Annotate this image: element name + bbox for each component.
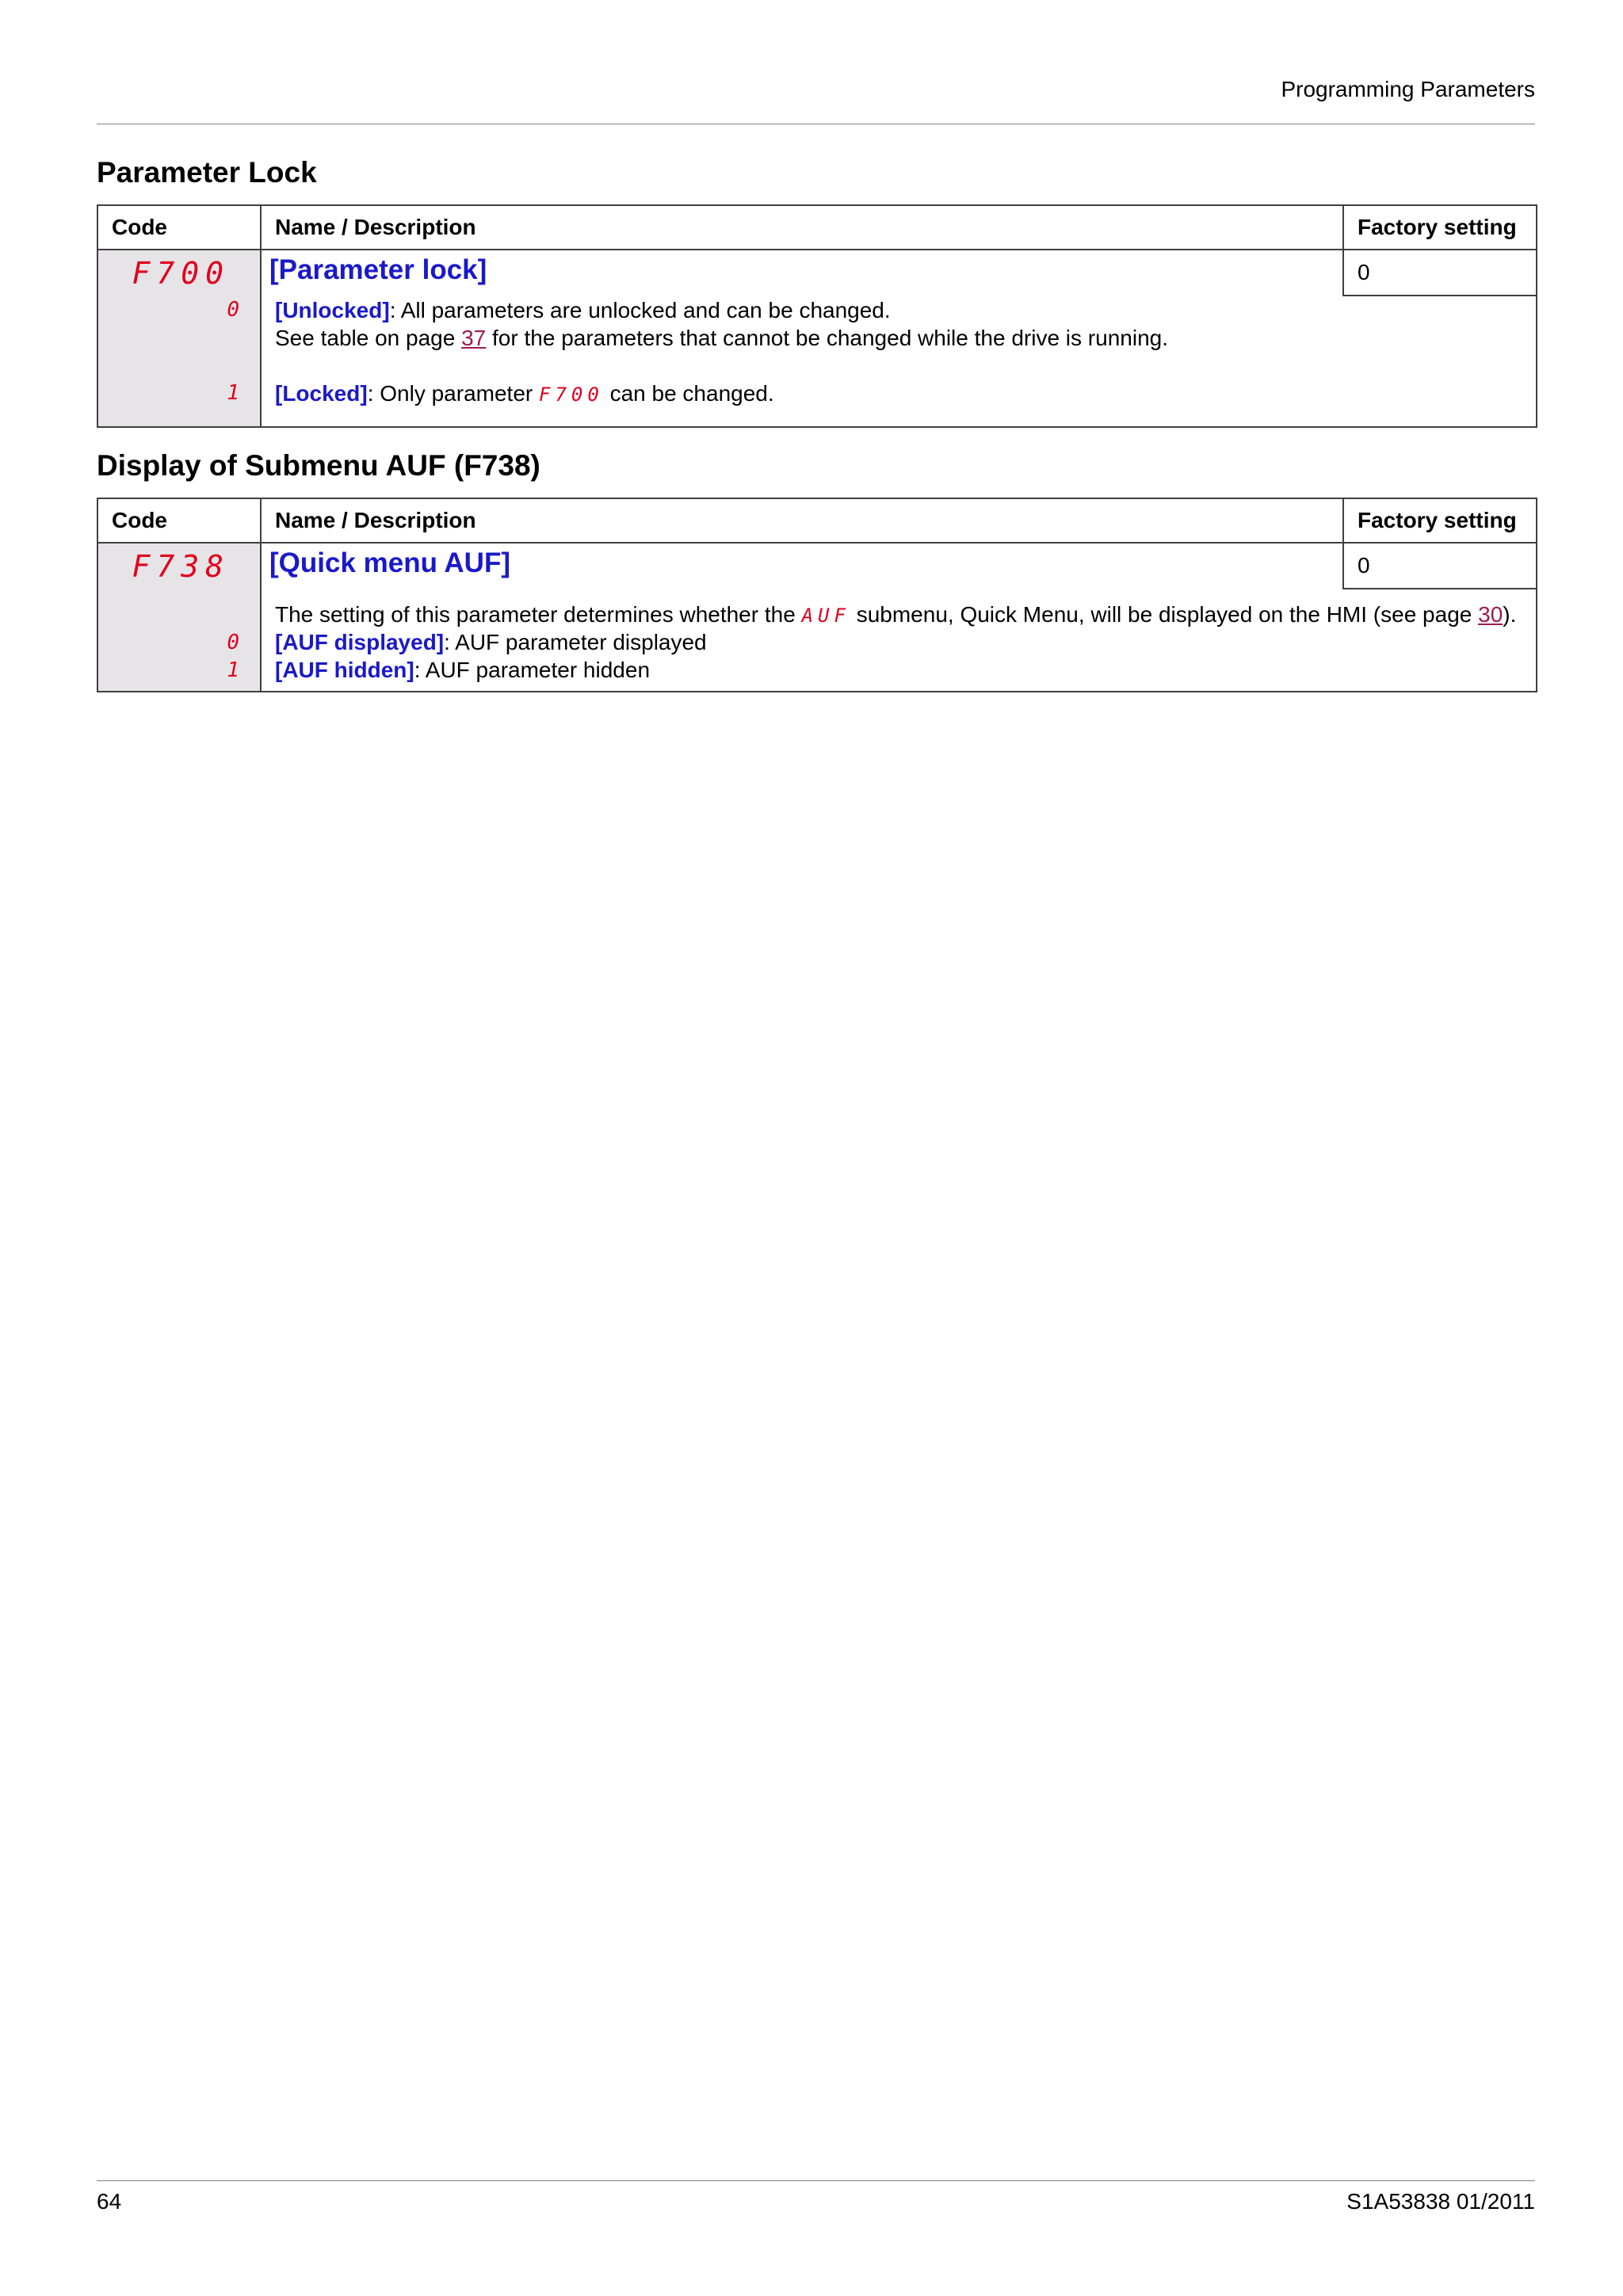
column-header-name: Name / Description (261, 498, 1343, 543)
section-title-parameter-lock: Parameter Lock (97, 156, 317, 189)
parameter-code: F738 (132, 549, 230, 584)
option-displayed (262, 628, 1536, 656)
inline-parameter-code: F700 (539, 383, 604, 406)
intro-text-end: ). (1503, 602, 1517, 627)
table-row (97, 250, 1537, 427)
option-label-locked: [Locked] (275, 381, 368, 406)
option-hidden (262, 656, 1536, 684)
page-link-30[interactable]: 30 (1478, 602, 1503, 627)
document-reference: S1A53838 01/2011 (1346, 2189, 1535, 2214)
footer-rule (97, 2180, 1535, 2181)
option-code-hidden: 1 (227, 658, 246, 682)
column-header-factory: Factory setting (1343, 498, 1537, 543)
intro-text-mid: submenu, Quick Menu, will be displayed on the HMI (see page (850, 602, 1479, 627)
parameter-name: [Quick menu AUF] (269, 547, 510, 578)
option-unlocked (262, 296, 1536, 324)
inline-submenu-code: AUF (801, 605, 850, 627)
column-header-code: Code (97, 498, 261, 543)
option-text-locked-end: can be changed. (603, 381, 774, 406)
option-text-unlocked: : All parameters are unlocked and can be changed. (389, 298, 891, 322)
note-text-end: for the parameters that cannot be changed while the drive is running. (486, 326, 1168, 350)
option-unlocked-note (262, 324, 1536, 352)
column-header-code: Code (97, 205, 261, 250)
option-text-displayed: : AUF parameter displayed (444, 630, 707, 654)
note-text: See table on page (275, 326, 462, 350)
option-label-unlocked: [Unlocked] (275, 298, 390, 322)
option-locked (262, 379, 1536, 407)
factory-setting-value: 0 (1342, 543, 1536, 589)
option-code-locked: 1 (227, 381, 246, 405)
parameter-name: [Parameter lock] (269, 254, 487, 285)
section-title-auf: Display of Submenu AUF (F738) (97, 449, 540, 482)
description-cell (261, 543, 1537, 692)
code-cell (97, 543, 261, 692)
parameter-lock-table (97, 204, 1537, 428)
running-header: Programming Parameters (1281, 77, 1535, 101)
option-code-unlocked: 0 (227, 298, 246, 322)
column-header-name: Name / Description (261, 205, 1343, 250)
table-row (97, 543, 1537, 692)
page-number: 64 (97, 2189, 122, 2214)
option-text-locked: : Only parameter (367, 381, 539, 406)
description-cell (261, 250, 1537, 427)
option-code-displayed: 0 (227, 631, 246, 654)
option-label-hidden: [AUF hidden] (275, 658, 414, 682)
code-cell (97, 250, 261, 427)
column-header-factory: Factory setting (1343, 205, 1537, 250)
parameter-intro (262, 601, 1536, 628)
factory-setting-value: 0 (1342, 250, 1536, 296)
intro-text: The setting of this parameter determines whether the (275, 602, 802, 627)
option-label-displayed: [AUF displayed] (275, 630, 445, 654)
parameter-code: F700 (132, 256, 230, 291)
auf-table (97, 498, 1537, 692)
page-link-37[interactable]: 37 (461, 326, 487, 350)
option-text-hidden: : AUF parameter hidden (414, 658, 651, 682)
